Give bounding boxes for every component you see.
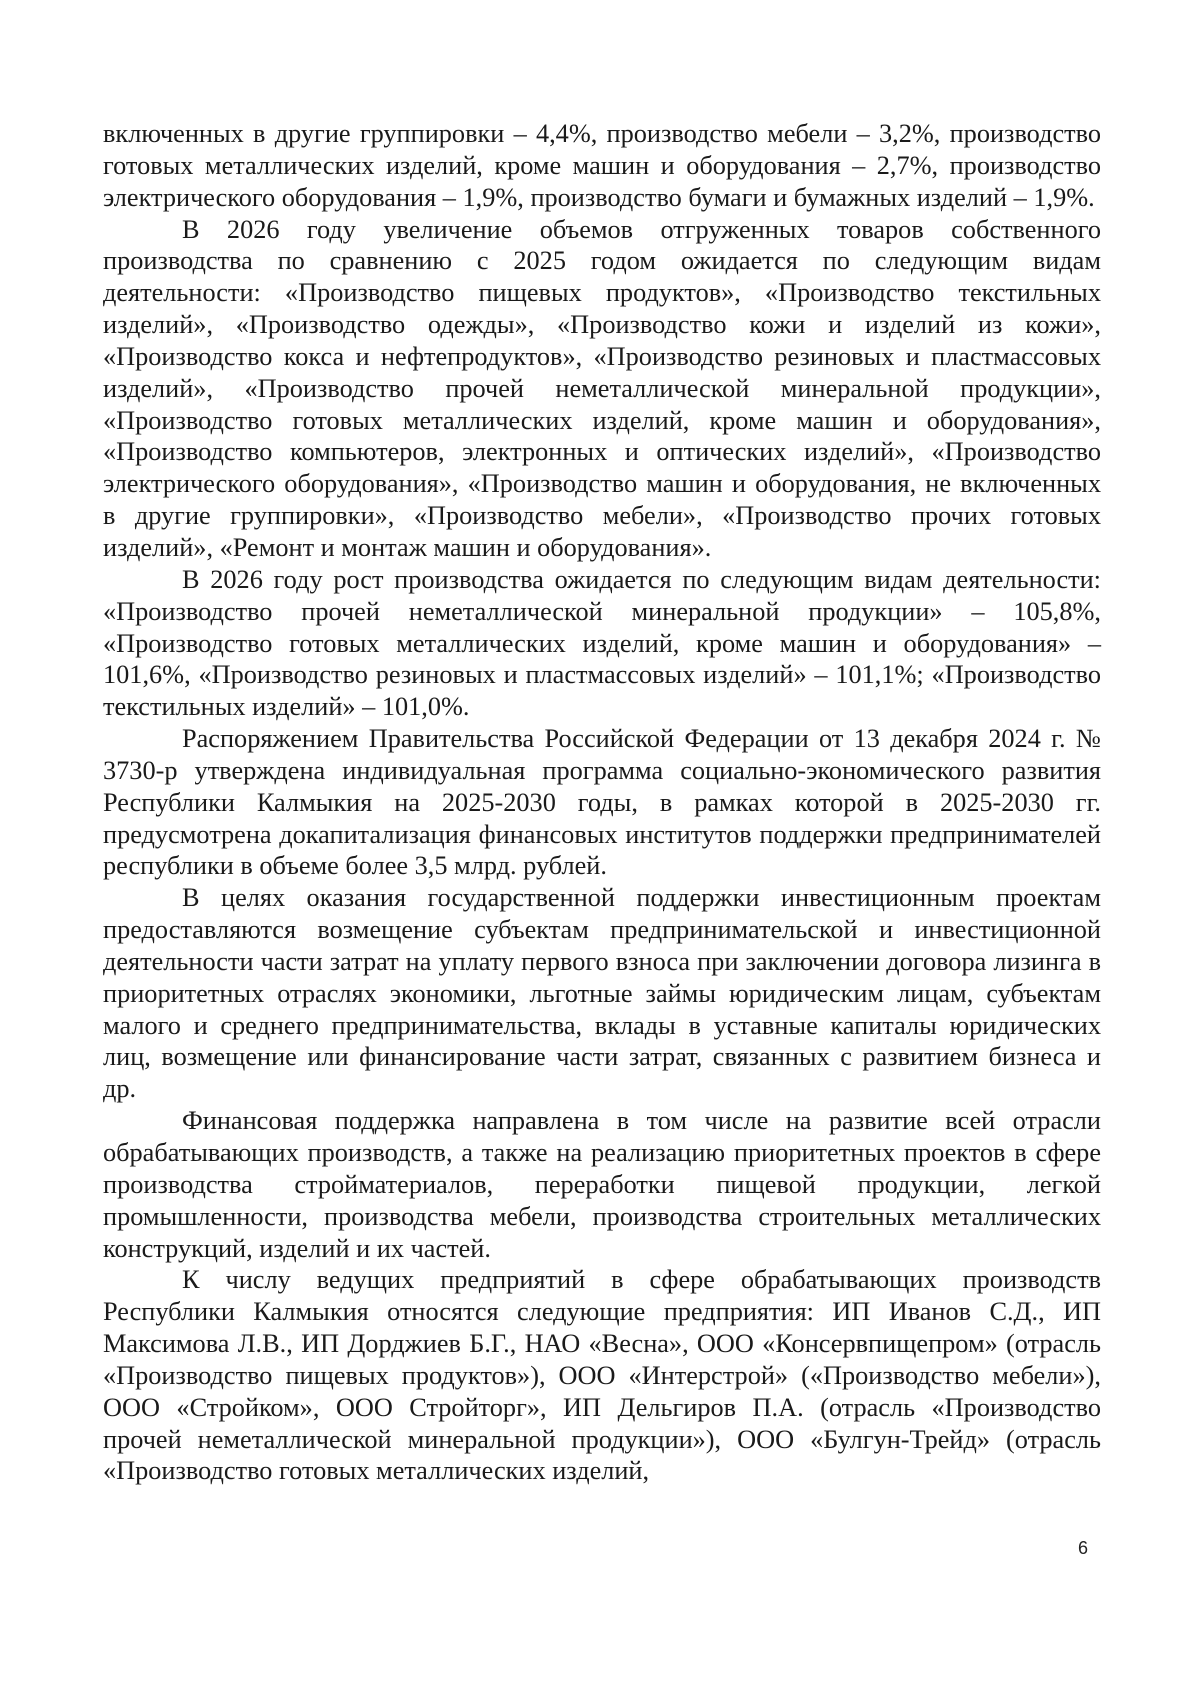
paragraph-continuation: включенных в другие группировки – 4,4%, производство мебели – 3,2%, производство готовых металлических изделий, кроме машин и оборудования – 2,7%, производство электрического оборудования – 1,9%, производство бумаги и бумажных изделий – 1,9%. xyxy=(103,119,1101,212)
paragraph-government-order: Распоряжением Правительства Российской Федерации от 13 декабря 2024 г. № 3730-р утверждена индивидуальная программа социально-экономического развития Республики Калмыкия на 2025-2030 годы, в рамках которой в 2025-2030 гг. предусмотрена докапитализация финансовых институтов поддержки предпринимателей республики в объеме более 3,5 млрд. рублей. xyxy=(103,724,1101,881)
paragraph-shipments-2026: В 2026 году увеличение объемов отгруженных товаров собственного производства по сравнению с 2025 годом ожидается по следующим видам деятельности: «Производство пищевых продуктов», «Производство текстильных изделий», «Производство одежды», «Производство кожи и изделий из кожи», «Производство кокса и нефтепродуктов», «Производство резиновых и пластмассовых изделий», «Производство прочей неметаллической минеральной продукции», «Производство готовых металлических изделий, кроме машин и оборудования», «Производство компьютеров, электронных и оптических изделий», «Производство электрического оборудования», «Производство машин и оборудования, не включенных в другие группировки», «Производство мебели», «Производство прочих готовых изделий», «Ремонт и монтаж машин и оборудования». xyxy=(103,214,1101,562)
document-body xyxy=(103,118,1101,1487)
paragraph-leading-enterprises: К числу ведущих предприятий в сфере обрабатывающих производств Республики Калмыкия относятся следующие предприятия: ИП Иванов С.Д., ИП Максимова Л.В., ИП Дорджиев Б.Г., НАО «Весна», ООО «Консервпищепром» (отрасль «Производство пищевых продуктов»), ООО «Интерстрой» («Производство мебели»), ООО «Стройком», ООО Стройторг», ИП Дельгиров П.А. (отрасль «Производство прочей неметаллической минеральной продукции»), ООО «Булгун-Трейд» (отрасль «Производство готовых металлических изделий, xyxy=(103,1265,1101,1486)
page-number: 6 xyxy=(1078,1538,1089,1558)
paragraph-investment-support: В целях оказания государственной поддержки инвестиционным проектам предоставляются возмещение субъектам предпринимательской и инвестиционной деятельности части затрат на уплату первого взноса при заключении договора лизинга в приоритетных отраслях экономики, льготные займы юридическим лицам, субъектам малого и среднего предпринимательства, вклады в уставные капиталы юридических лиц, возмещение или финансирование части затрат, связанных с развитием бизнеса и др. xyxy=(103,883,1101,1104)
paragraph-financial-support: Финансовая поддержка направлена в том числе на развитие всей отрасли обрабатывающих производств, а также на реализацию приоритетных проектов в сфере производства стройматериалов, переработки пищевой продукции, легкой промышленности, производства мебели, производства строительных металлических конструкций, изделий и их частей. xyxy=(103,1106,1101,1263)
paragraph-production-growth-2026: В 2026 году рост производства ожидается по следующим видам деятельности: «Производство прочей неметаллической минеральной продукции» – 105,8%, «Производство готовых металлических изделий, кроме машин и оборудования» – 101,6%, «Производство резиновых и пластмассовых изделий» – 101,1%; «Производство текстильных изделий» – 101,0%. xyxy=(103,564,1101,722)
